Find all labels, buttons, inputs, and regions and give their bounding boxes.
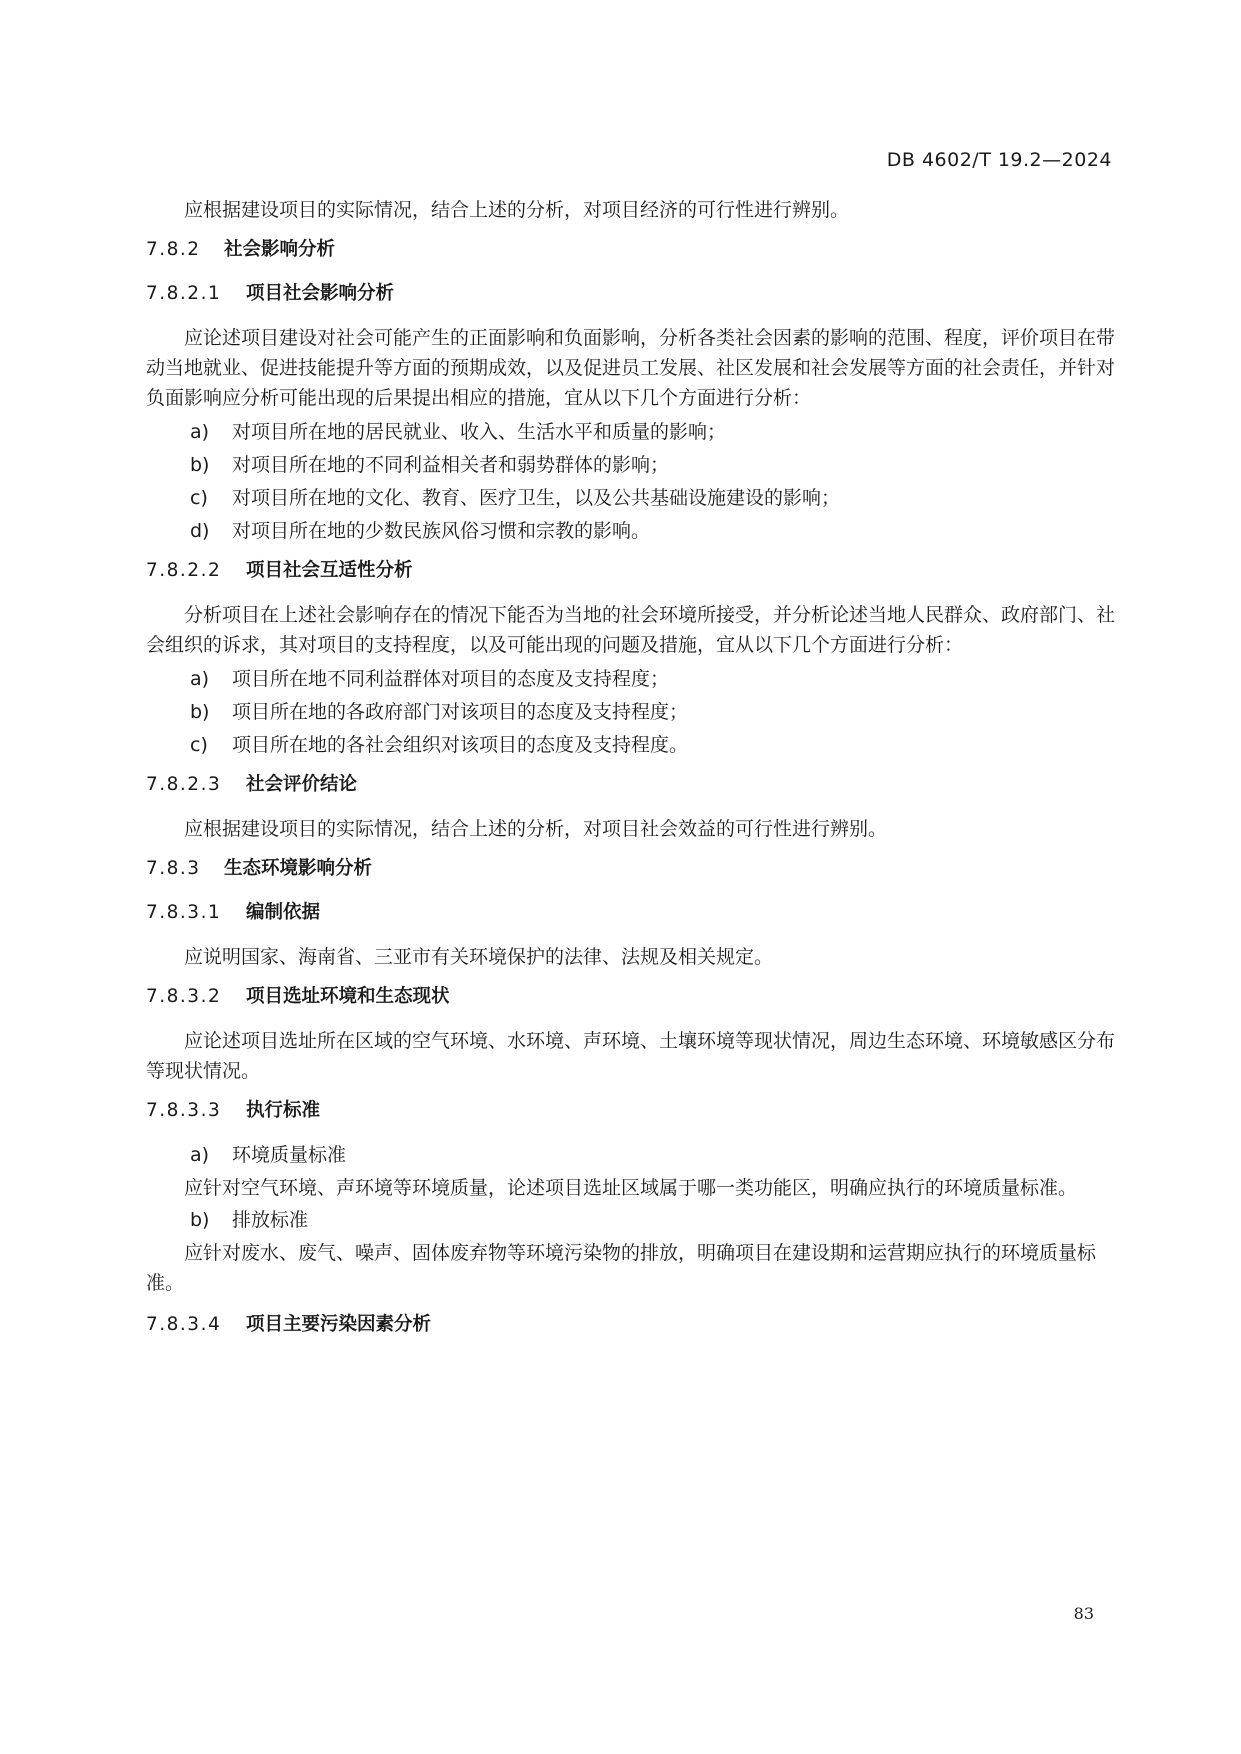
section-title: 生态环境影响分析 — [224, 858, 373, 879]
list-text: 项目所在地不同利益群体对项目的态度及支持程度； — [232, 668, 670, 690]
list-marker: b) — [190, 1209, 210, 1231]
paragraph: 应针对空气环境、声环境等环境质量，论述项目选址区域属于哪一类功能区，明确应执行的环境质量标准。 — [184, 1177, 1078, 1199]
list — [146, 417, 1126, 546]
section-title: 社会影响分析 — [224, 239, 336, 260]
list-marker: a) — [190, 668, 210, 690]
section-title: 项目社会影响分析 — [246, 283, 395, 304]
section-heading — [146, 235, 1126, 265]
section-number: 7.8.3.4 — [146, 1314, 222, 1335]
section-number: 7.8.2 — [146, 239, 201, 260]
subsection-heading — [146, 1310, 1126, 1340]
list-item — [146, 1140, 1126, 1170]
list-text: 项目所在地的各政府部门对该项目的态度及支持程度； — [232, 701, 689, 723]
page-number: 83 — [1073, 1604, 1094, 1623]
section-number: 7.8.2.1 — [146, 283, 222, 304]
document-code: DB 4602/T 19.2—2024 — [886, 149, 1112, 171]
subsection-heading — [146, 898, 1126, 928]
section-number: 7.8.3 — [146, 858, 201, 879]
section-number: 7.8.3.2 — [146, 986, 222, 1007]
list-marker: a) — [190, 421, 210, 443]
list — [146, 664, 1126, 760]
subsection-heading — [146, 279, 1126, 309]
list-text: 环境质量标准 — [232, 1144, 347, 1166]
section-title: 项目主要污染因素分析 — [246, 1314, 432, 1335]
list-item — [146, 417, 1126, 447]
list-item — [146, 483, 1126, 513]
section-title: 编制依据 — [246, 902, 321, 923]
subsection-heading — [146, 1096, 1126, 1126]
section-title: 执行标准 — [246, 1100, 321, 1121]
list-marker: c) — [190, 734, 208, 756]
section-number: 7.8.3.1 — [146, 902, 222, 923]
list-text: 对项目所在地的文化、教育、医疗卫生，以及公共基础设施建设的影响； — [232, 487, 841, 509]
list-item — [146, 450, 1126, 480]
paragraph: 分析项目在上述社会影响存在的情况下能否为当地的社会环境所接受，并分析论述当地人民群众、政府部门、社会组织的诉求，其对项目的支持程度，以及可能出现的问题及措施，宜从以下几个方面进行分析： — [146, 604, 1116, 656]
list-text: 对项目所在地的居民就业、收入、生活水平和质量的影响； — [232, 421, 727, 443]
list-item — [146, 1205, 1126, 1235]
list-item — [146, 516, 1126, 546]
document-body — [146, 195, 1126, 1354]
section-number: 7.8.2.3 — [146, 774, 222, 795]
list-marker: b) — [190, 454, 210, 476]
paragraph: 应论述项目选址所在区域的空气环境、水环境、声环境、土壤环境等现状情况，周边生态环境、环境敏感区分布等现状情况。 — [146, 1030, 1116, 1082]
section-number: 7.8.3.3 — [146, 1100, 222, 1121]
section-number: 7.8.2.2 — [146, 560, 222, 581]
subsection-heading — [146, 556, 1126, 586]
section-title: 项目社会互适性分析 — [246, 560, 413, 581]
list-text: 排放标准 — [232, 1209, 309, 1231]
paragraph: 应根据建设项目的实际情况，结合上述的分析，对项目经济的可行性进行辨别。 — [184, 199, 850, 221]
subsection-heading — [146, 770, 1126, 800]
section-title: 项目选址环境和生态现状 — [246, 986, 450, 1007]
list-text: 对项目所在地的不同利益相关者和弱势群体的影响； — [232, 454, 670, 476]
paragraph: 应说明国家、海南省、三亚市有关环境保护的法律、法规及相关规定。 — [184, 946, 774, 968]
paragraph: 应针对废水、废气、噪声、固体废弃物等环境污染物的排放，明确项目在建设期和运营期应执行的环境质量标准。 — [146, 1242, 1097, 1294]
list-marker: c) — [190, 487, 208, 509]
list-marker: b) — [190, 701, 210, 723]
list-item — [146, 730, 1126, 760]
list-item — [146, 664, 1126, 694]
list-text: 对项目所在地的少数民族风俗习惯和宗教的影响。 — [232, 520, 651, 542]
paragraph: 应论述项目建设对社会可能产生的正面影响和负面影响，分析各类社会因素的影响的范围、程度，评价项目在带动当地就业、促进技能提升等方面的预期成效，以及促进员工发展、社区发展和社会发展等方面的社会责任，并针对负面影响应分析可能出现的后果提出相应的措施，宜从以下几个方面进行分析： — [146, 327, 1116, 409]
section-title: 社会评价结论 — [246, 774, 358, 795]
paragraph: 应根据建设项目的实际情况，结合上述的分析，对项目社会效益的可行性进行辨别。 — [184, 818, 888, 840]
list-marker: a) — [190, 1144, 210, 1166]
list-text: 项目所在地的各社会组织对该项目的态度及支持程度。 — [232, 734, 689, 756]
subsection-heading — [146, 982, 1126, 1012]
list-marker: d) — [190, 520, 210, 542]
list-item — [146, 697, 1126, 727]
section-heading — [146, 854, 1126, 884]
